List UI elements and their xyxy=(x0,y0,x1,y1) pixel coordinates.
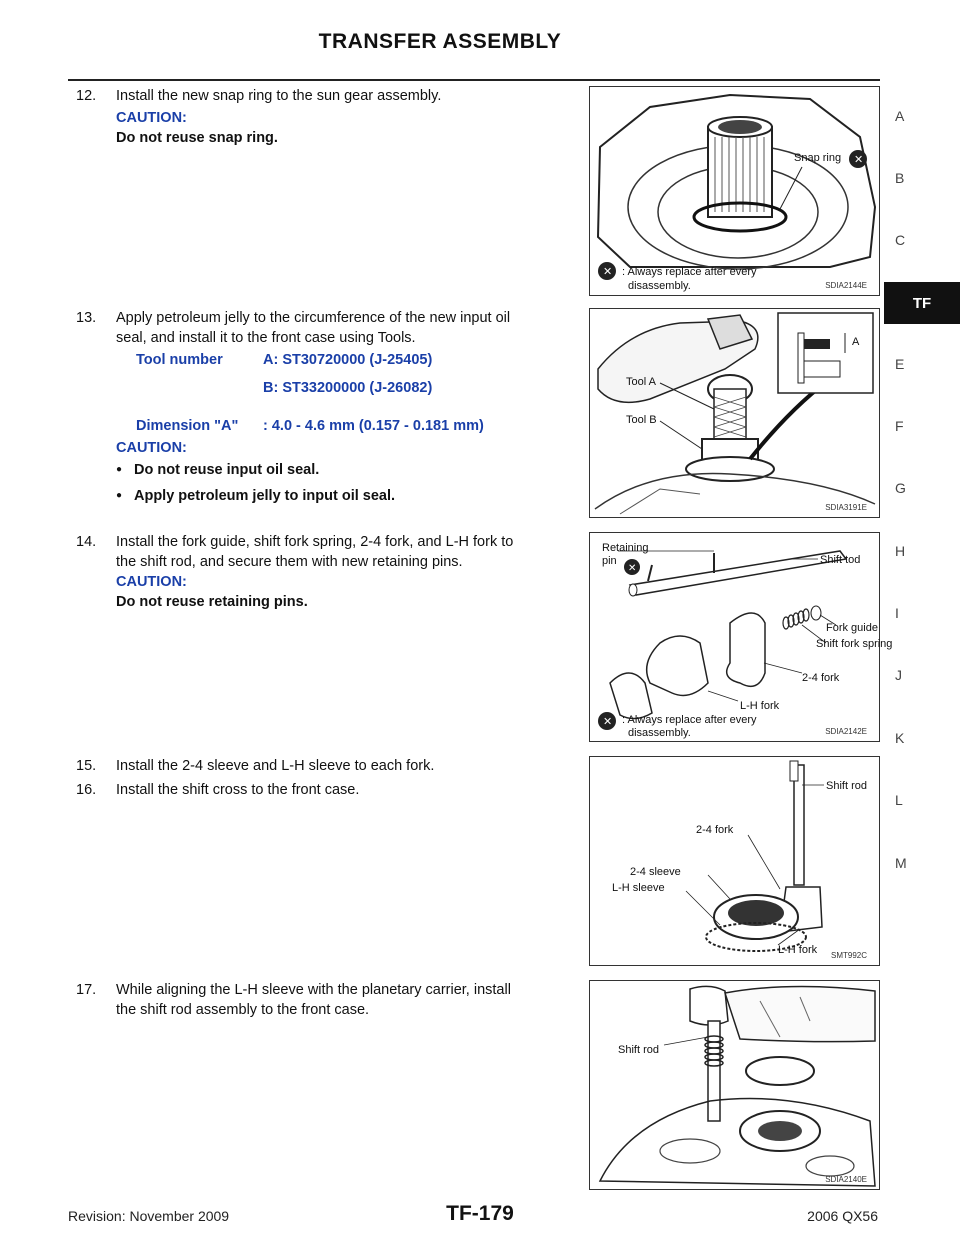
section-tab-a[interactable]: A xyxy=(895,108,905,124)
step-number: 17. xyxy=(76,982,97,998)
caution-item: ● Apply petroleum jelly to input oil seal. xyxy=(116,486,395,506)
step-12 xyxy=(76,86,580,106)
step-text: Install the 2-4 sleeve and L-H sleeve to each fork. xyxy=(116,758,435,774)
step-number: 12. xyxy=(76,88,97,104)
figure-shift-rod-install xyxy=(589,980,880,1190)
tool-a-value: A: ST30720000 (J-25405) xyxy=(263,352,433,368)
snap-ring-illustration xyxy=(590,87,879,295)
caution-item: Do not reuse snap ring. xyxy=(116,130,278,146)
section-tab-j[interactable]: J xyxy=(895,667,902,683)
figure-label: L-H fork xyxy=(740,700,780,712)
svg-text:✕: ✕ xyxy=(603,266,613,278)
page-title: TRANSFER ASSEMBLY xyxy=(318,30,562,53)
revision-date: Revision: November 2009 xyxy=(68,1208,230,1224)
figure-note: : Always replace after every xyxy=(622,266,757,278)
figure-snap-ring xyxy=(589,86,880,296)
step-13 xyxy=(76,308,580,348)
figure-label: Shift rod xyxy=(826,780,867,792)
section-tab-c[interactable]: C xyxy=(895,232,906,248)
figure-label: 2-4 sleeve xyxy=(630,866,681,878)
dimension-label: Dimension "A" xyxy=(136,418,239,434)
shift-rod-illustration xyxy=(590,533,893,741)
step-16 xyxy=(76,780,580,800)
caution-item: ● Do not reuse input oil seal. xyxy=(116,460,395,480)
caution-heading: CAUTION: xyxy=(116,110,187,126)
figure-label: 2-4 fork xyxy=(696,824,734,836)
figure-label: Fork guide xyxy=(826,622,878,634)
figure-shift-rod-parts xyxy=(589,532,893,742)
figure-note: disassembly. xyxy=(628,727,691,739)
step-14 xyxy=(76,532,580,572)
tool-number-label: Tool number xyxy=(136,352,223,368)
step-text: Install the new snap ring to the sun gear assembly. xyxy=(116,88,442,104)
figure-label: Retaining xyxy=(602,542,649,554)
section-tab-l[interactable]: L xyxy=(895,792,903,808)
page-number: TF-179 xyxy=(446,1202,514,1225)
model-year: 2006 QX56 xyxy=(807,1208,878,1224)
section-tab-i[interactable]: I xyxy=(895,605,899,621)
tool-b-value: B: ST33200000 (J-26082) xyxy=(263,380,433,396)
section-tab-k[interactable]: K xyxy=(895,730,905,746)
step-15 xyxy=(76,756,580,776)
figure-code: SDIA2142E xyxy=(825,727,867,736)
caution-block xyxy=(116,108,278,148)
section-tab-m[interactable]: M xyxy=(895,855,907,871)
figure-label: L-H sleeve xyxy=(612,882,665,894)
figure-label: Tool B xyxy=(626,414,657,426)
shift-rod-install-illustration xyxy=(590,981,879,1189)
section-tab-b[interactable]: B xyxy=(895,170,905,186)
svg-text:✕: ✕ xyxy=(628,563,637,574)
step-text: Install the shift cross to the front case. xyxy=(116,782,360,798)
svg-text:✕: ✕ xyxy=(854,154,864,166)
step-17 xyxy=(76,980,580,1020)
figure-label: L-H fork xyxy=(778,944,818,956)
sleeve-illustration xyxy=(590,757,879,965)
step-text: Install the fork guide, shift fork spring, 2-4 fork, and L-H fork to xyxy=(116,534,514,550)
figure-note: disassembly. xyxy=(628,280,691,292)
step-number: 14. xyxy=(76,534,97,550)
section-tab-f[interactable]: F xyxy=(895,418,904,434)
dimension-a-label: A xyxy=(852,336,860,348)
step-text-continued: the shift rod, and secure them with new retaining pins. xyxy=(116,554,463,570)
caution-heading: CAUTION: xyxy=(116,574,187,590)
figure-label: Shift tod xyxy=(820,554,861,566)
figure-label: Shift rod xyxy=(618,1044,659,1056)
figure-code: SDIA2140E xyxy=(825,1175,867,1184)
figure-code: SMT992C xyxy=(830,951,867,960)
section-tab-tf[interactable]: TF xyxy=(884,282,960,324)
caution-item: Do not reuse retaining pins. xyxy=(116,594,308,610)
figure-label: Tool A xyxy=(626,376,656,388)
step-number: 16. xyxy=(76,782,97,798)
figure-label: pin xyxy=(602,555,617,567)
step-text: While aligning the L-H sleeve with the planetary carrier, install xyxy=(116,982,511,998)
step-text-continued: seal, and install it to the front case using Tools. xyxy=(116,330,416,346)
section-tab-g[interactable]: G xyxy=(895,480,906,496)
figure-code: SDIA2144E xyxy=(825,281,867,290)
caution-heading: CAUTION: xyxy=(116,440,187,456)
step-number: 13. xyxy=(76,310,97,326)
caution-block xyxy=(116,572,308,612)
figure-sleeves xyxy=(589,756,880,966)
figure-label: 2-4 fork xyxy=(802,672,840,684)
oil-seal-illustration xyxy=(590,309,879,517)
figure-note: : Always replace after every xyxy=(622,714,757,726)
section-tab-e[interactable]: E xyxy=(895,356,905,372)
figure-label: Snap ring xyxy=(794,152,842,164)
header-rule xyxy=(68,79,880,81)
caution-block xyxy=(116,438,395,506)
step-text-continued: the shift rod assembly to the front case. xyxy=(116,1002,370,1018)
figure-input-oil-seal xyxy=(589,308,880,518)
figure-label: Shift fork spring xyxy=(816,638,893,650)
svg-text:✕: ✕ xyxy=(603,716,613,728)
dimension-value: : 4.0 - 4.6 mm (0.157 - 0.181 mm) xyxy=(263,418,484,434)
step-number: 15. xyxy=(76,758,97,774)
section-tab-h[interactable]: H xyxy=(895,543,906,559)
tool-spec-table xyxy=(136,352,484,446)
step-text: Apply petroleum jelly to the circumference of the new input oil xyxy=(116,310,511,326)
figure-code: SDIA3191E xyxy=(825,503,867,512)
